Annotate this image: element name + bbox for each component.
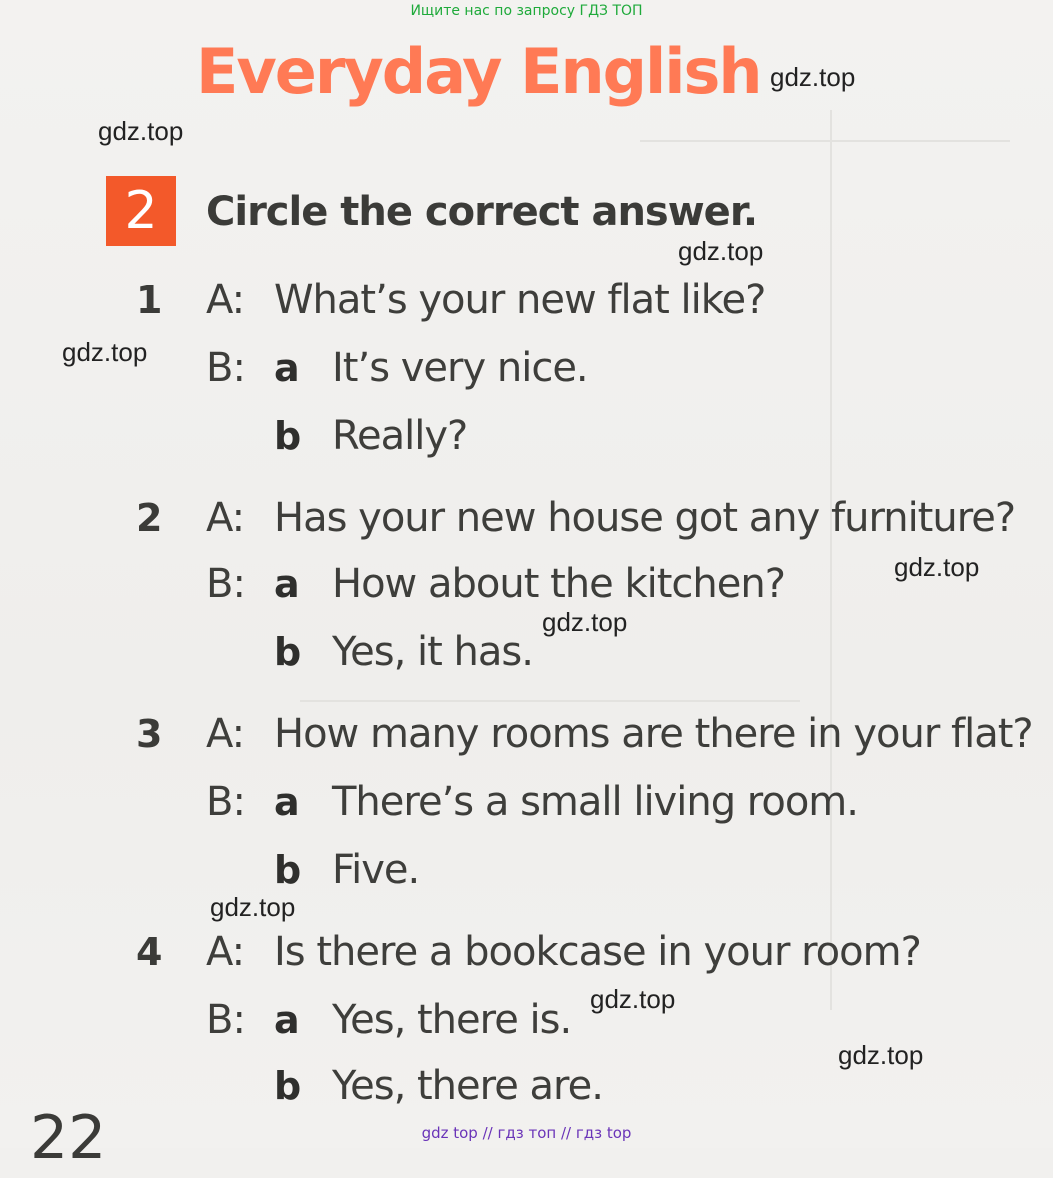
bottom-banner[interactable]: gdz top // гдз топ // гдз top (421, 1124, 632, 1142)
ghost-line (300, 700, 800, 702)
watermark: gdz.top (590, 984, 676, 1014)
speaker-a-label: A: (206, 495, 245, 541)
speaker-b-label: B: (206, 345, 245, 391)
option-letter: b (274, 1064, 301, 1108)
answer-option[interactable]: There’s a small living room. (332, 779, 858, 825)
watermark: gdz.top (98, 116, 184, 146)
item-number: 2 (136, 496, 162, 540)
page-number: 22 (30, 1103, 107, 1173)
answer-option[interactable]: Yes, there is. (332, 997, 572, 1043)
dialogue-item-4 (0, 926, 1053, 978)
answer-option[interactable]: How about the kitchen? (332, 561, 785, 607)
watermark: gdz.top (62, 337, 148, 367)
speaker-b-label: B: (206, 997, 245, 1043)
dialogue-item-2 (0, 492, 1053, 544)
question-text: How many rooms are there in your flat? (274, 711, 1033, 757)
answer-line (0, 626, 1053, 678)
watermark: gdz.top (838, 1040, 924, 1070)
exercise-number: 2 (106, 176, 176, 246)
speaker-b-label: B: (206, 561, 245, 607)
answer-line (0, 994, 1053, 1046)
item-number: 3 (136, 712, 162, 756)
dialogue-item-1 (0, 274, 1053, 326)
option-letter: a (274, 562, 299, 606)
item-number: 4 (136, 930, 162, 974)
watermark: gdz.top (542, 607, 628, 637)
exercise-instruction: Circle the correct answer. (206, 189, 758, 235)
ghost-line (640, 140, 1010, 142)
question-text: What’s your new flat like? (274, 277, 766, 323)
option-letter: a (274, 346, 299, 390)
option-letter: a (274, 780, 299, 824)
watermark: gdz.top (210, 892, 296, 922)
watermark: gdz.top (894, 552, 980, 582)
option-letter: b (274, 848, 301, 892)
watermark: gdz.top (678, 236, 764, 266)
watermark: gdz.top (770, 62, 856, 92)
speaker-b-label: B: (206, 779, 245, 825)
speaker-a-label: A: (206, 277, 245, 323)
answer-option[interactable]: Five. (332, 847, 420, 893)
item-number: 1 (136, 278, 162, 322)
option-letter: a (274, 998, 299, 1042)
speaker-a-label: A: (206, 929, 245, 975)
question-text: Has your new house got any furniture? (274, 495, 1016, 541)
answer-line (0, 410, 1053, 462)
answer-line (0, 776, 1053, 828)
section-title: Everyday English (196, 35, 761, 108)
answer-line (0, 342, 1053, 394)
answer-option[interactable]: Yes, there are. (332, 1063, 603, 1109)
speaker-a-label: A: (206, 711, 245, 757)
answer-line (0, 844, 1053, 896)
option-letter: b (274, 414, 301, 458)
answer-option[interactable]: Yes, it has. (332, 629, 533, 675)
top-banner[interactable]: Ищите нас по запросу ГДЗ ТОП (410, 3, 643, 19)
option-letter: b (274, 630, 301, 674)
question-text: Is there a bookcase in your room? (274, 929, 921, 975)
answer-option[interactable]: Really? (332, 413, 468, 459)
dialogue-item-3 (0, 708, 1053, 760)
answer-option[interactable]: It’s very nice. (332, 345, 588, 391)
